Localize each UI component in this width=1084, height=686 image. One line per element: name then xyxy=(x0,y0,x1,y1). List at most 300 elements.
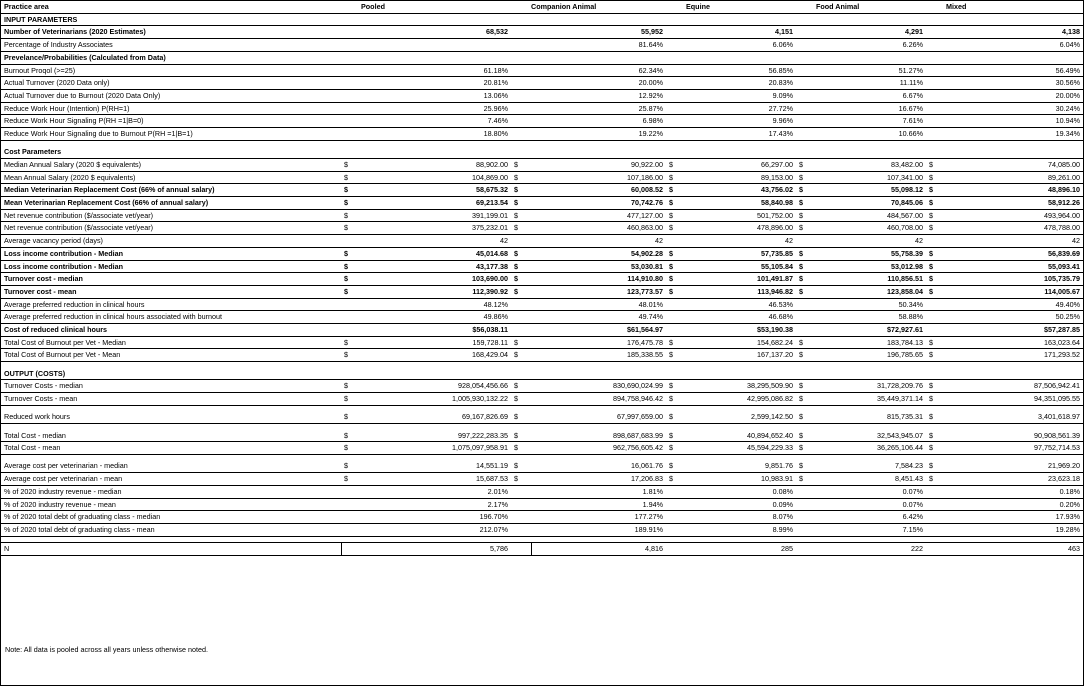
cell-value: 20.81% xyxy=(361,77,511,90)
currency-symbol xyxy=(511,311,531,324)
cell-value: 53,012.98 xyxy=(816,260,926,273)
cell-value: 196.70% xyxy=(361,511,511,524)
row-label: Actual Turnover (2020 Data only) xyxy=(1,77,341,90)
currency-symbol: $ xyxy=(341,247,361,260)
table-row xyxy=(1,39,1083,52)
currency-symbol: $ xyxy=(926,473,946,486)
currency-symbol: $ xyxy=(666,197,686,210)
cell-value: 20.00% xyxy=(946,89,1083,102)
cell-value: 962,756,605.42 xyxy=(531,442,666,455)
currency-symbol: $ xyxy=(666,380,686,393)
row-label: Average cost per veterinarian - mean xyxy=(1,473,341,486)
row-label: Turnover Costs - median xyxy=(1,380,341,393)
cell-value: 493,964.00 xyxy=(946,209,1083,222)
currency-symbol: $ xyxy=(926,247,946,260)
cell-value: 66,297.00 xyxy=(686,158,796,171)
cell-value: 894,758,946.42 xyxy=(531,393,666,406)
cell-value: 16,061.76 xyxy=(531,460,666,472)
currency-symbol: $ xyxy=(511,411,531,423)
currency-symbol xyxy=(341,26,361,39)
currency-symbol xyxy=(511,543,531,556)
currency-symbol xyxy=(926,324,946,337)
cell-value: 58.88% xyxy=(816,311,926,324)
cell-value: 45,014.68 xyxy=(361,247,511,260)
header-spacer xyxy=(796,1,816,13)
cell-value: 105,735.79 xyxy=(946,273,1083,286)
cell-value: 7.15% xyxy=(816,523,926,536)
currency-symbol: $ xyxy=(341,380,361,393)
cell-value: 123,773.57 xyxy=(531,285,666,298)
cell-value: 42 xyxy=(686,235,796,248)
currency-symbol: $ xyxy=(926,349,946,362)
cell-value: 222 xyxy=(816,543,926,556)
currency-symbol xyxy=(511,89,531,102)
cell-value: 168,429.04 xyxy=(361,349,511,362)
cell-value: 107,341.00 xyxy=(816,171,926,184)
header-column-5: Mixed xyxy=(946,1,1083,13)
currency-symbol: $ xyxy=(796,260,816,273)
cell-value: 55,093.41 xyxy=(946,260,1083,273)
currency-symbol: $ xyxy=(666,184,686,197)
currency-symbol xyxy=(341,543,361,556)
currency-symbol xyxy=(341,523,361,536)
cell-value: 55,098.12 xyxy=(816,184,926,197)
cell-value: 57,735.85 xyxy=(686,247,796,260)
currency-symbol: $ xyxy=(341,411,361,423)
cell-value: 101,491.87 xyxy=(686,273,796,286)
cell-value: 163,023.64 xyxy=(946,336,1083,349)
table-row xyxy=(1,222,1083,235)
cell-value: 10,983.91 xyxy=(686,473,796,486)
currency-symbol: $ xyxy=(926,197,946,210)
currency-symbol: $ xyxy=(511,285,531,298)
currency-symbol xyxy=(511,511,531,524)
cell-value: 88,902.00 xyxy=(361,158,511,171)
currency-symbol xyxy=(511,102,531,115)
currency-symbol: $ xyxy=(341,473,361,486)
currency-symbol xyxy=(341,64,361,77)
cell-value: 20.00% xyxy=(531,77,666,90)
cell-value: 42 xyxy=(946,235,1083,248)
table-row xyxy=(1,523,1083,536)
currency-symbol: $ xyxy=(796,285,816,298)
cell-value: 17.43% xyxy=(686,128,796,141)
currency-symbol: $ xyxy=(796,184,816,197)
currency-symbol: $ xyxy=(796,209,816,222)
currency-symbol: $ xyxy=(926,171,946,184)
currency-symbol xyxy=(926,26,946,39)
cell-value: 11.11% xyxy=(816,77,926,90)
cell-value: 45,594,229.33 xyxy=(686,442,796,455)
cell-value: 42,995,086.82 xyxy=(686,393,796,406)
currency-symbol: $ xyxy=(511,222,531,235)
row-label: % of 2020 total debt of graduating class - median xyxy=(1,511,341,524)
cell-value: 74,085.00 xyxy=(946,158,1083,171)
row-label: Cost of reduced clinical hours xyxy=(1,324,341,337)
currency-symbol xyxy=(926,64,946,77)
currency-symbol: $ xyxy=(666,273,686,286)
currency-symbol: $ xyxy=(796,222,816,235)
cell-value: 12.92% xyxy=(531,89,666,102)
currency-symbol: $ xyxy=(511,393,531,406)
cell-value: 928,054,456.66 xyxy=(361,380,511,393)
cell-value: 159,728.11 xyxy=(361,336,511,349)
cell-value: 97,752,714.53 xyxy=(946,442,1083,455)
cell-value: 27.72% xyxy=(686,102,796,115)
row-label: Turnover Costs - mean xyxy=(1,393,341,406)
table-row xyxy=(1,473,1083,486)
table-row xyxy=(1,128,1083,141)
row-label: Average cost per veterinarian - median xyxy=(1,460,341,472)
currency-symbol xyxy=(796,115,816,128)
cell-value: 30.56% xyxy=(946,77,1083,90)
cell-value: 69,167,826.69 xyxy=(361,411,511,423)
currency-symbol xyxy=(926,523,946,536)
currency-symbol xyxy=(926,298,946,311)
row-label: Mean Annual Salary (2020 $ equivalents) xyxy=(1,171,341,184)
section-row xyxy=(1,13,1083,26)
currency-symbol xyxy=(666,26,686,39)
cell-value: 2.17% xyxy=(361,498,511,511)
currency-symbol: $ xyxy=(666,209,686,222)
row-label: Loss income contribution - Median xyxy=(1,247,341,260)
section-filler xyxy=(341,13,1083,26)
cell-value: 0.07% xyxy=(816,485,926,498)
row-label: Average vacancy period (days) xyxy=(1,235,341,248)
table-row xyxy=(1,324,1083,337)
currency-symbol: $ xyxy=(511,197,531,210)
cell-value: 3,401,618.97 xyxy=(946,411,1083,423)
row-label: Reduce Work Hour Signaling due to Burnout P(RH =1|B=1) xyxy=(1,128,341,141)
currency-symbol xyxy=(341,128,361,141)
cell-value: 185,338.55 xyxy=(531,349,666,362)
currency-symbol xyxy=(926,485,946,498)
currency-symbol: $ xyxy=(341,209,361,222)
header-spacer xyxy=(926,1,946,13)
cell-value: 89,261.00 xyxy=(946,171,1083,184)
cell-value: 46.68% xyxy=(686,311,796,324)
cell-value: 898,687,683.99 xyxy=(531,430,666,442)
currency-symbol: $ xyxy=(666,285,686,298)
currency-symbol: $ xyxy=(666,171,686,184)
row-label: Prevelance/Probabilities (Calculated from Data) xyxy=(1,51,341,64)
header-spacer xyxy=(666,1,686,13)
cell-value: 8.07% xyxy=(686,511,796,524)
section-row xyxy=(1,51,1083,64)
currency-symbol xyxy=(511,523,531,536)
cell-value: 18.80% xyxy=(361,128,511,141)
table-row xyxy=(1,247,1083,260)
cell-value: 9,851.76 xyxy=(686,460,796,472)
currency-symbol xyxy=(341,324,361,337)
cell-value: 36,265,106.44 xyxy=(816,442,926,455)
cell-value: 5,786 xyxy=(361,543,511,556)
currency-symbol: $ xyxy=(341,171,361,184)
cell-value: 501,752.00 xyxy=(686,209,796,222)
cell-value: 6.98% xyxy=(531,115,666,128)
row-label: Mean Veterinarian Replacement Cost (66% of annual salary) xyxy=(1,197,341,210)
currency-symbol: $ xyxy=(796,460,816,472)
currency-symbol: $ xyxy=(926,380,946,393)
cell-value: 460,708.00 xyxy=(816,222,926,235)
cell-value: 15,687.53 xyxy=(361,473,511,486)
currency-symbol: $ xyxy=(511,430,531,442)
header-row xyxy=(1,1,1083,13)
currency-symbol xyxy=(511,77,531,90)
cell-value: 83,482.00 xyxy=(816,158,926,171)
currency-symbol xyxy=(511,498,531,511)
cell-value: 54,902.28 xyxy=(531,247,666,260)
currency-symbol: $ xyxy=(666,336,686,349)
currency-symbol xyxy=(926,89,946,102)
cell-value: 183,784.13 xyxy=(816,336,926,349)
table-row xyxy=(1,411,1083,423)
currency-symbol xyxy=(796,523,816,536)
cell-value: 0.18% xyxy=(946,485,1083,498)
row-label: Total Cost of Burnout per Vet - Median xyxy=(1,336,341,349)
cell-value: 49.40% xyxy=(946,298,1083,311)
table-row xyxy=(1,77,1083,90)
currency-symbol: $ xyxy=(341,430,361,442)
currency-symbol: $ xyxy=(926,442,946,455)
cell-value: 56,839.69 xyxy=(946,247,1083,260)
currency-symbol xyxy=(926,543,946,556)
currency-symbol: $ xyxy=(511,442,531,455)
currency-symbol xyxy=(666,498,686,511)
cell-value: 94,351,095.55 xyxy=(946,393,1083,406)
currency-symbol: $ xyxy=(666,430,686,442)
currency-symbol: $ xyxy=(511,158,531,171)
cell-value: 55,758.39 xyxy=(816,247,926,260)
currency-symbol: $ xyxy=(926,285,946,298)
currency-symbol: $ xyxy=(511,184,531,197)
cell-value: 8.99% xyxy=(686,523,796,536)
cell-value: 1.94% xyxy=(531,498,666,511)
cell-value: 830,690,024.99 xyxy=(531,380,666,393)
cell-value: 285 xyxy=(686,543,796,556)
cell-value: 4,151 xyxy=(686,26,796,39)
row-label: Total Cost - median xyxy=(1,430,341,442)
header-spacer xyxy=(511,1,531,13)
currency-symbol: $ xyxy=(341,197,361,210)
cell-value: 154,682.24 xyxy=(686,336,796,349)
currency-symbol: $ xyxy=(796,336,816,349)
cell-value: 16.67% xyxy=(816,102,926,115)
currency-symbol xyxy=(511,128,531,141)
currency-symbol xyxy=(511,298,531,311)
cell-value: 478,788.00 xyxy=(946,222,1083,235)
currency-symbol: $ xyxy=(341,222,361,235)
cell-value: 0.09% xyxy=(686,498,796,511)
currency-symbol: $ xyxy=(666,247,686,260)
cell-value: 1.81% xyxy=(531,485,666,498)
currency-symbol xyxy=(666,77,686,90)
currency-symbol: $ xyxy=(796,349,816,362)
currency-symbol: $ xyxy=(796,411,816,423)
cell-value: 13.06% xyxy=(361,89,511,102)
cell-value: 35,449,371.14 xyxy=(816,393,926,406)
table-row xyxy=(1,380,1083,393)
currency-symbol xyxy=(666,102,686,115)
row-label: Turnover cost - median xyxy=(1,273,341,286)
table-row xyxy=(1,171,1083,184)
cell-value: 176,475.78 xyxy=(531,336,666,349)
currency-symbol xyxy=(341,511,361,524)
cell-value: 212.07% xyxy=(361,523,511,536)
currency-symbol xyxy=(796,128,816,141)
row-label: Total Cost of Burnout per Vet - Mean xyxy=(1,349,341,362)
cell-value: 90,922.00 xyxy=(531,158,666,171)
row-label: Reduce Work Hour Signaling P(RH =1|B=0) xyxy=(1,115,341,128)
row-label: Total Cost - mean xyxy=(1,442,341,455)
currency-symbol: $ xyxy=(926,222,946,235)
footnote: Note: All data is pooled across all years unless otherwise noted. xyxy=(5,645,208,654)
cell-value: 463 xyxy=(946,543,1083,556)
cell-value: 171,293.52 xyxy=(946,349,1083,362)
cell-value: 55,105.84 xyxy=(686,260,796,273)
table-row xyxy=(1,158,1083,171)
currency-symbol xyxy=(341,235,361,248)
cell-value: 21,969.20 xyxy=(946,460,1083,472)
currency-symbol: $ xyxy=(511,171,531,184)
cell-value: 49.74% xyxy=(531,311,666,324)
table-row xyxy=(1,543,1083,556)
cell-value xyxy=(361,39,511,52)
currency-symbol: $ xyxy=(926,273,946,286)
row-label: INPUT PARAMETERS xyxy=(1,13,341,26)
table-row xyxy=(1,102,1083,115)
table-row xyxy=(1,235,1083,248)
row-label: Median Veterinarian Replacement Cost (66% of annual salary) xyxy=(1,184,341,197)
cell-value: 25.87% xyxy=(531,102,666,115)
table-row xyxy=(1,298,1083,311)
cell-value: $61,564.97 xyxy=(531,324,666,337)
currency-symbol xyxy=(511,115,531,128)
currency-symbol: $ xyxy=(796,430,816,442)
cell-value: 81.64% xyxy=(531,39,666,52)
cell-value: 391,199.01 xyxy=(361,209,511,222)
cell-value: 114,910.80 xyxy=(531,273,666,286)
cell-value: $56,038.11 xyxy=(361,324,511,337)
section-filler xyxy=(341,368,1083,380)
currency-symbol: $ xyxy=(511,209,531,222)
cell-value: 123,858.04 xyxy=(816,285,926,298)
currency-symbol: $ xyxy=(926,430,946,442)
cell-value: 997,222,283.35 xyxy=(361,430,511,442)
row-label: Net revenue contribution ($/associate vet/year) xyxy=(1,209,341,222)
cell-value: 19.28% xyxy=(946,523,1083,536)
currency-symbol xyxy=(796,77,816,90)
currency-symbol: $ xyxy=(926,460,946,472)
row-label: Actual Turnover due to Burnout (2020 Data Only) xyxy=(1,89,341,102)
currency-symbol: $ xyxy=(511,260,531,273)
currency-symbol xyxy=(666,324,686,337)
cell-value: 6.04% xyxy=(946,39,1083,52)
cell-value: 69,213.54 xyxy=(361,197,511,210)
cell-value: 7.61% xyxy=(816,115,926,128)
currency-symbol: $ xyxy=(341,184,361,197)
section-row xyxy=(1,368,1083,380)
cell-value: 42 xyxy=(531,235,666,248)
currency-symbol xyxy=(796,89,816,102)
row-label: Reduced work hours xyxy=(1,411,341,423)
cell-value: 6.06% xyxy=(686,39,796,52)
currency-symbol: $ xyxy=(511,247,531,260)
cell-value: 49.86% xyxy=(361,311,511,324)
cell-value: 104,869.00 xyxy=(361,171,511,184)
currency-symbol: $ xyxy=(341,442,361,455)
currency-symbol xyxy=(926,39,946,52)
currency-symbol xyxy=(796,543,816,556)
table-row xyxy=(1,64,1083,77)
cell-value: 460,863.00 xyxy=(531,222,666,235)
cell-value: 67,997,659.00 xyxy=(531,411,666,423)
currency-symbol: $ xyxy=(666,411,686,423)
cell-value: 19.34% xyxy=(946,128,1083,141)
currency-symbol xyxy=(796,511,816,524)
cell-value: 58,912.26 xyxy=(946,197,1083,210)
cell-value: 62.34% xyxy=(531,64,666,77)
cell-value: 1,075,097,958.91 xyxy=(361,442,511,455)
currency-symbol xyxy=(511,324,531,337)
currency-symbol xyxy=(666,235,686,248)
table-row xyxy=(1,442,1083,455)
table-row xyxy=(1,460,1083,472)
cell-value: 14,551.19 xyxy=(361,460,511,472)
row-label: Average preferred reduction in clinical hours associated with burnout xyxy=(1,311,341,324)
currency-symbol xyxy=(341,39,361,52)
cell-value: 50.34% xyxy=(816,298,926,311)
cell-value: 2.01% xyxy=(361,485,511,498)
row-label: Reduce Work Hour (Intention) P(RH=1) xyxy=(1,102,341,115)
row-label: Net revenue contribution ($/associate vet/year) xyxy=(1,222,341,235)
cell-value: 8,451.43 xyxy=(816,473,926,486)
currency-symbol: $ xyxy=(926,209,946,222)
cell-value: 19.22% xyxy=(531,128,666,141)
cell-value: 477,127.00 xyxy=(531,209,666,222)
cell-value: 196,785.65 xyxy=(816,349,926,362)
cell-value: 7.46% xyxy=(361,115,511,128)
currency-symbol xyxy=(926,77,946,90)
currency-symbol xyxy=(341,298,361,311)
currency-symbol xyxy=(511,235,531,248)
currency-symbol: $ xyxy=(666,460,686,472)
currency-symbol xyxy=(341,102,361,115)
currency-symbol: $ xyxy=(341,460,361,472)
cell-value: 4,291 xyxy=(816,26,926,39)
table-row xyxy=(1,511,1083,524)
currency-symbol: $ xyxy=(511,380,531,393)
currency-symbol: $ xyxy=(666,260,686,273)
currency-symbol: $ xyxy=(796,380,816,393)
row-label: Turnover cost - mean xyxy=(1,285,341,298)
cell-value: 0.08% xyxy=(686,485,796,498)
cell-value: 375,232.01 xyxy=(361,222,511,235)
cell-value: $57,287.85 xyxy=(946,324,1083,337)
cell-value: 42 xyxy=(361,235,511,248)
table-row xyxy=(1,209,1083,222)
cell-value: 31,728,209.76 xyxy=(816,380,926,393)
cell-value: 7,584.23 xyxy=(816,460,926,472)
currency-symbol xyxy=(796,26,816,39)
table-row xyxy=(1,26,1083,39)
cell-value: 2,599,142.50 xyxy=(686,411,796,423)
cell-value: 50.25% xyxy=(946,311,1083,324)
cell-value: 1,005,930,132.22 xyxy=(361,393,511,406)
cell-value: $72,927.61 xyxy=(816,324,926,337)
cell-value: 38,295,509.90 xyxy=(686,380,796,393)
currency-symbol xyxy=(666,543,686,556)
